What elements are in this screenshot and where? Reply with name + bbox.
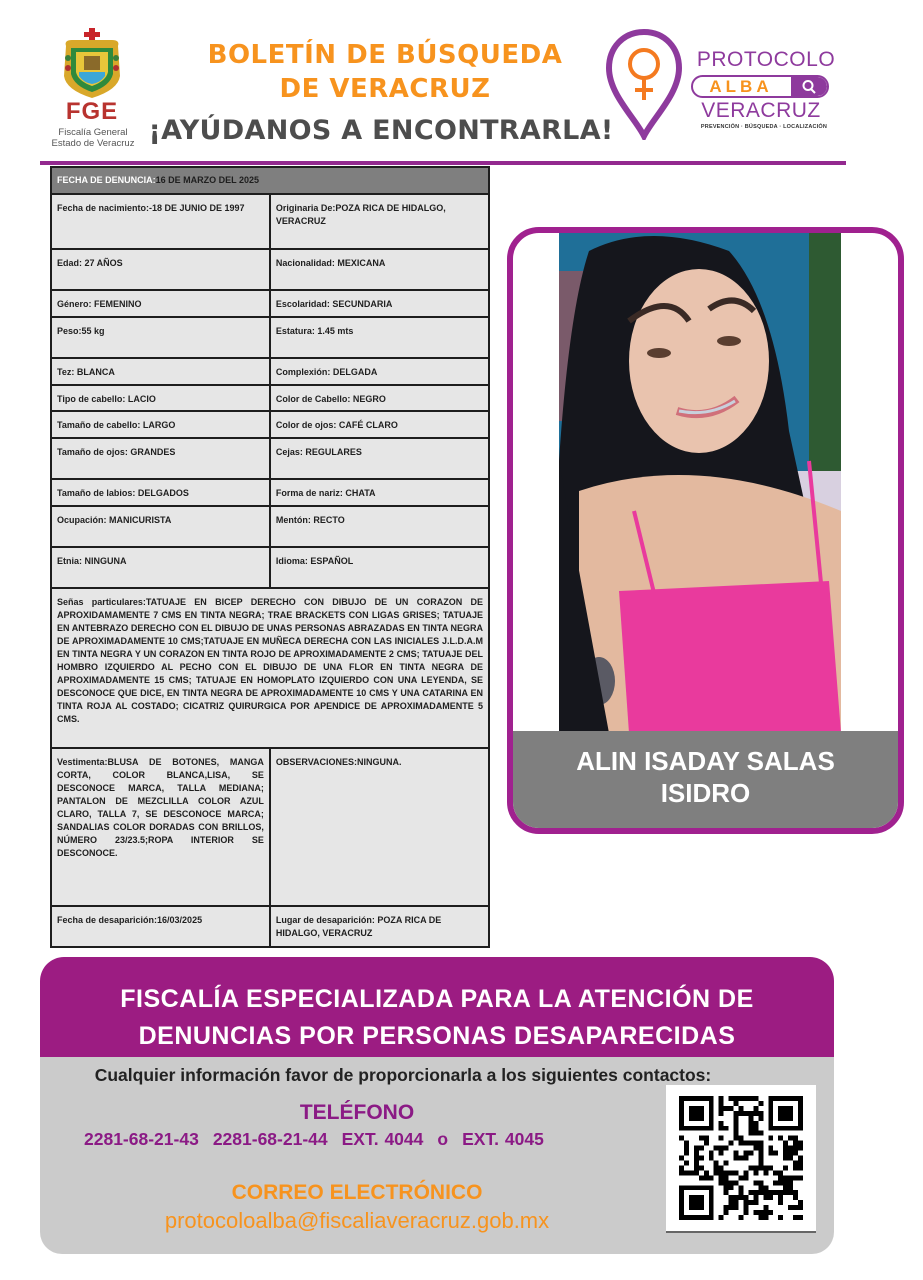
protocolo-alba-logo	[605, 28, 840, 140]
table-row	[51, 385, 489, 411]
distinguishing-marks-cell: Señas particulares:TATUAJE EN BICEP DERECHO CON DIBUJO DE UN CORAZON DE APROXIDAMAMENTE 7 CMS EN TINTA NEGRA; TRAE BRACKETS CON LIGAS GRISES; TATUAJE EN ANTEBRAZO DERECHO CON EL DIBUJO DE UNAS PERSONAS ABRAZADAS EN TINTA NEGRA DE APROXIMADAMENTE 10 CMS;TATUAJE EN MUÑECA DERECHA CON LAS INICIALES J.L.D.A.M EN TINTA NEGRA Y UN CORAZON EN TINTA ROJO DE APROXIMADAMENTE 2 CMS; TATUAJE DEL HOMBRO IZQUIERDO AL PECHO CON EL DIBUJO DE UNA FLOR EN TINTA NEGRA DE APROXIMADAMENTE 15 CMS; TATUAJE EN HOMOPLATO IZQUIERDO CON UNA LEYENDA, SE DESCONOCE QUE DICE, EN TINTA NEGRA DE APROXIMADAMENTE 10 CMS Y UNA CATARINA EN TINTA ROJA AL COSTADO; CICATRIZ QUIRURGICA POR APENDICE DE APROXIMADAMENTE 5 CMS.	[51, 588, 489, 748]
photo-card	[507, 227, 904, 834]
weight-cell: Peso:55 kg	[51, 317, 270, 358]
disappearance-date-cell: Fecha de desaparición:16/03/2025	[51, 906, 270, 947]
protocolo-text: PROTOCOLO	[696, 48, 836, 71]
nationality-cell: Nacionalidad: MEXICANA	[270, 249, 489, 290]
gender-cell: Género: FEMENINO	[51, 290, 270, 317]
contact-intro: Cualquier información favor de proporcionarla a los siguientes contactos:	[94, 1065, 712, 1085]
build-cell: Complexión: DELGADA	[270, 358, 489, 385]
report-date-value: 16 DE MARZO DEL 2025	[155, 175, 260, 185]
table-row	[51, 317, 489, 358]
origin-cell: Originaria De:POZA RICA DE HIDALGO, VERACRUZ	[270, 194, 489, 249]
phone-number-1[interactable]: 2281-68-21-43	[84, 1129, 199, 1149]
age-cell: Edad: 27 AÑOS	[51, 249, 270, 290]
table-row	[51, 438, 489, 479]
table-row	[51, 479, 489, 506]
agency-name	[40, 981, 834, 1055]
person-name-line2: ISIDRO	[660, 778, 751, 808]
phone-number-2[interactable]: 2281-68-21-44	[212, 1129, 328, 1149]
extension-connector: o	[437, 1129, 449, 1149]
agency-name-line2: DENUNCIAS POR PERSONAS DESAPARECIDAS	[138, 1022, 736, 1050]
missing-person-photo	[559, 231, 841, 733]
alba-tagline: PREVENCIÓN · BÚSQUEDA · LOCALIZACIÓN	[700, 124, 828, 130]
header-divider	[40, 161, 846, 165]
call-to-action: ¡AYÚDANOS A ENCONTRARLA!	[148, 115, 614, 146]
bulletin-title-line2: DE VERACRUZ	[279, 74, 491, 104]
hair-color-cell: Color de Cabello: NEGRO	[270, 385, 489, 411]
occupation-cell: Ocupación: MANICURISTA	[51, 506, 270, 547]
skin-tone-cell: Tez: BLANCA	[51, 358, 270, 385]
alba-search-bar	[691, 75, 829, 98]
chin-cell: Mentón: RECTO	[270, 506, 489, 547]
extension-1: EXT. 4044	[341, 1129, 424, 1149]
bulletin-title	[150, 38, 620, 106]
fge-subtitle-line2: Estado de Veracruz	[51, 138, 135, 149]
education-cell: Escolaridad: SECUNDARIA	[270, 290, 489, 317]
language-cell: Idioma: ESPAÑOL	[270, 547, 489, 588]
agency-banner	[40, 957, 834, 1059]
person-name-line1: ALIN ISADAY SALAS	[576, 746, 835, 776]
fge-subtitle	[40, 127, 146, 149]
fge-logo	[44, 26, 140, 150]
extension-2: EXT. 4045	[462, 1129, 544, 1149]
eye-color-cell: Color de ojos: CAFÉ CLARO	[270, 411, 489, 438]
table-row	[51, 290, 489, 317]
table-row	[51, 547, 489, 588]
table-row	[51, 906, 489, 947]
email-label: CORREO ELECTRÓNICO	[231, 1181, 483, 1204]
clothing-cell: Vestimenta:BLUSA DE BOTONES, MANGA CORTA, COLOR BLANCA,LISA, SE DESCONOCE MARCA, TALLA MEDIANA; PANTALON DE MEZCLILLA COLOR AZUL CLARO, TALLA 7, SE DESCONOCE MARCA; SANDALIAS COLOR DORADAS CON BRILLOS, NÚMERO 23/23.5;ROPA INTERIOR SE DESCONOCE.	[51, 748, 270, 906]
ethnicity-cell: Etnia: NINGUNA	[51, 547, 270, 588]
nose-shape-cell: Forma de nariz: CHATA	[270, 479, 489, 506]
name-band	[513, 731, 898, 834]
veracruz-text: VERACRUZ	[701, 99, 821, 122]
report-date-row	[51, 167, 489, 194]
email-link[interactable]: protocoloalba@fiscaliaveracruz.gob.mx	[164, 1208, 550, 1233]
table-row	[51, 249, 489, 290]
table-row	[51, 588, 489, 748]
qr-card	[666, 1085, 816, 1233]
eyebrows-cell: Cejas: REGULARES	[270, 438, 489, 479]
lip-size-cell: Tamaño de labios: DELGADOS	[51, 479, 270, 506]
disappearance-place-cell: Lugar de desaparición: POZA RICA DE HIDALGO, VERACRUZ	[270, 906, 489, 947]
report-date-cell	[51, 167, 489, 194]
report-date-label: FECHA DE DENUNCIA:	[57, 175, 156, 185]
table-row	[51, 358, 489, 385]
fge-acronym: FGE	[65, 98, 119, 125]
eye-size-cell: Tamaño de ojos: GRANDES	[51, 438, 270, 479]
agency-name-line1: FISCALÍA ESPECIALIZADA PARA LA ATENCIÓN DE	[120, 985, 754, 1013]
birth-date-cell: Fecha de nacimiento:-18 DE JUNIO DE 1997	[51, 194, 270, 249]
hair-length-cell: Tamaño de cabello: LARGO	[51, 411, 270, 438]
female-symbol-icon	[630, 50, 658, 100]
search-icon	[791, 77, 827, 96]
observations-cell: OBSERVACIONES:NINGUNA.	[270, 748, 489, 906]
veracruz-coat-of-arms-icon	[60, 28, 124, 100]
alba-text: ALBA	[709, 77, 773, 96]
height-cell: Estatura: 1.45 mts	[270, 317, 489, 358]
qr-code-icon[interactable]	[679, 1096, 803, 1220]
hair-type-cell: Tipo de cabello: LACIO	[51, 385, 270, 411]
person-name	[523, 745, 888, 809]
phone-numbers	[84, 1129, 644, 1150]
table-row	[51, 506, 489, 547]
fge-subtitle-line1: Fiscalía General	[58, 127, 128, 138]
missing-person-details-table	[50, 166, 490, 948]
map-pin-icon	[605, 28, 683, 140]
table-row	[51, 194, 489, 249]
phone-label: TELÉFONO	[299, 1101, 415, 1124]
bulletin-title-line1: BOLETÍN DE BÚSQUEDA	[207, 40, 563, 70]
contact-section	[40, 1057, 834, 1254]
table-row	[51, 411, 489, 438]
table-row	[51, 748, 489, 906]
